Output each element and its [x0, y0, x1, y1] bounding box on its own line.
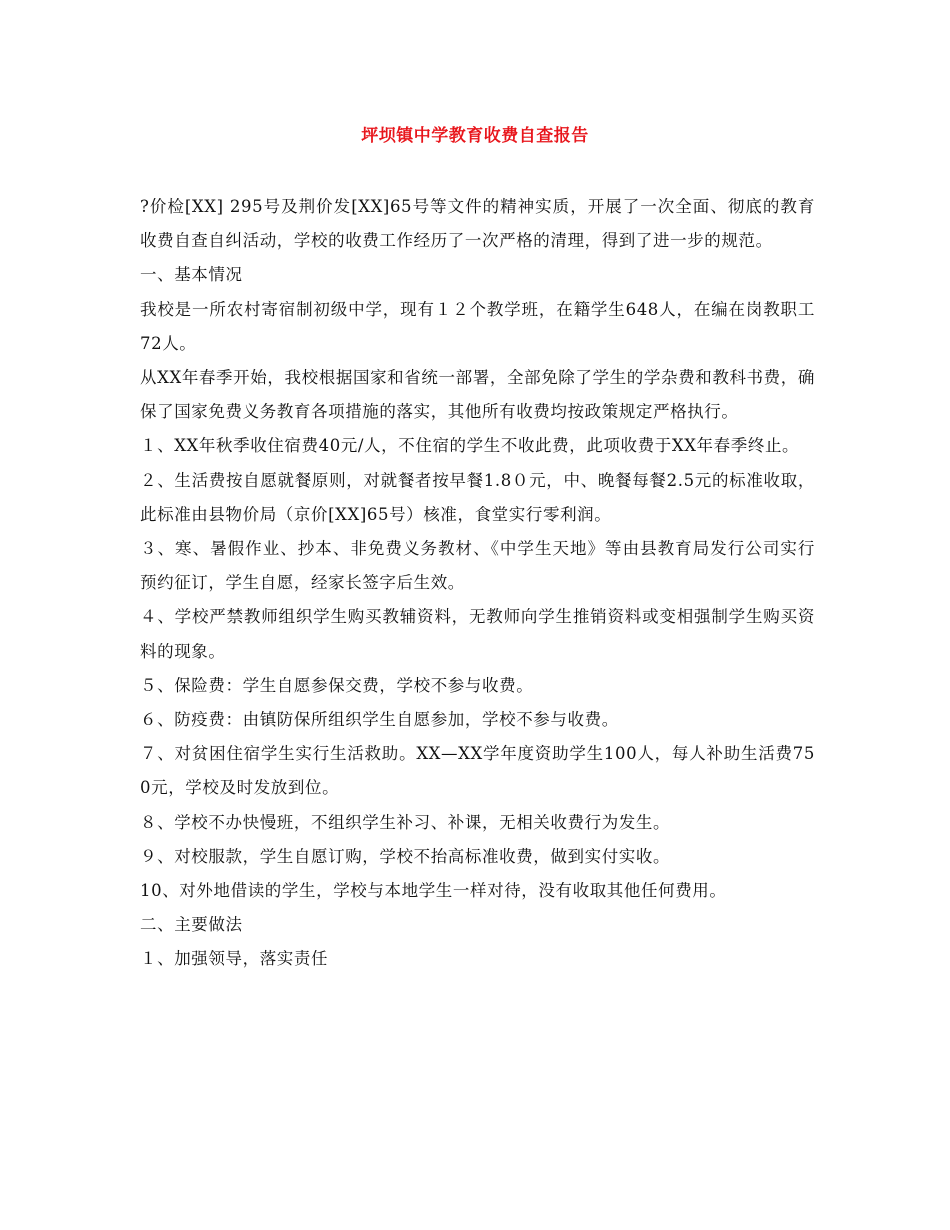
paragraph-school-overview: 我校是一所农村寄宿制初级中学，现有１２个教学班，在籍学生648人，在编在岗教职工72人。 [140, 299, 815, 353]
list-item-5: ５、保险费：学生自愿参保交费，学校不参与收费。 [140, 675, 534, 695]
list-item-9: ９、对校服款，学生自愿订购，学校不抬高标准收费，做到实付实收。 [140, 846, 671, 866]
list-item-6: ６、防疫费：由镇防保所组织学生自愿参加，学校不参与收费。 [140, 710, 619, 730]
section-heading-main-practices: 二、主要做法 [140, 915, 243, 935]
list-item-3: ３、寒、暑假作业、抄本、非免费义务教材、《中学生天地》等由县教育局发行公司实行预约征订，学生自愿，经家长签字后生效。 [140, 539, 815, 593]
list-item-7: ７、对贫困住宿学生实行生活救助。XX—XX学年度资助学生100人，每人补助生活费750元，学校及时发放到位。 [140, 744, 815, 798]
list-item-10: 10、对外地借读的学生，学校与本地学生一样对待，没有收取其他任何费用。 [140, 881, 727, 901]
paragraph-fee-exemption: 从XX年春季开始，我校根据国家和省统一部署，全部免除了学生的学杂费和教科书费，确保了国家免费义务教育各项措施的落实，其他所有收费均按政策规定严格执行。 [140, 368, 815, 422]
list-item-1: １、XX年秋季收住宿费40元/人，不住宿的学生不收此费，此项收费于XX年春季终止。 [140, 436, 800, 456]
list-item-2: ２、生活费按自愿就餐原则，对就餐者按早餐1.8０元，中、晚餐每餐2.5元的标准收取，此标准由县物价局（京价[XX]65号）核准，食堂实行零利润。 [140, 470, 815, 524]
document-title: 坪坝镇中学教育收费自查报告 [361, 126, 589, 146]
section-heading-basic-situation: 一、基本情况 [140, 265, 243, 285]
subsection-heading-leadership: １、加强领导，落实责任 [140, 949, 329, 969]
document-body [140, 190, 815, 977]
list-item-8: ８、学校不办快慢班，不组织学生补习、补课，无相关收费行为发生。 [140, 812, 671, 832]
list-item-4: ４、学校严禁教师组织学生购买教辅资料，无教师向学生推销资料或变相强制学生购买资料的现象。 [140, 607, 815, 661]
paragraph-intro: ?价检[XX] 295号及荆价发[XX]65号等文件的精神实质，开展了一次全面、彻底的教育收费自查自纠活动，学校的收费工作经历了一次严格的清理，得到了进一步的规范。 [140, 197, 815, 251]
